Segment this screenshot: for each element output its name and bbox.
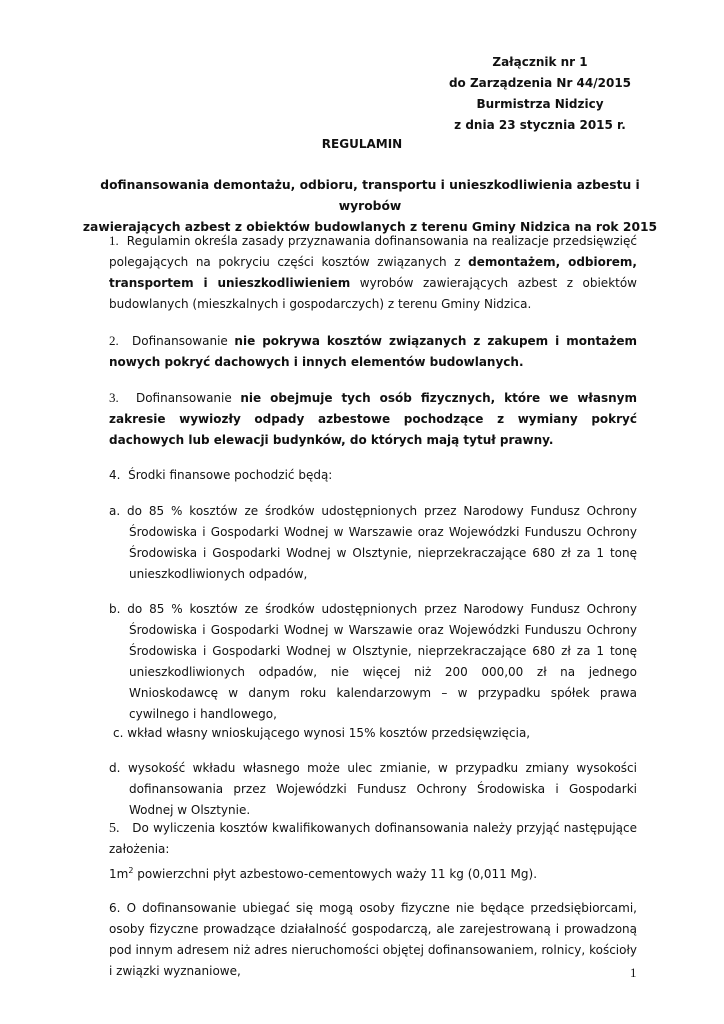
annex-line-2: do Zarządzenia Nr 44/2015 (448, 76, 632, 90)
paragraph-text: wyrobów zawierających azbest z obiektów budowlanych (mieszkalnych i gospodarczych) z terenu Gminy Nidzica. (109, 276, 637, 311)
document-title: REGULAMIN (321, 137, 403, 151)
paragraph-text: powierzchni płyt azbestowo-cementowych waży 11 kg (0,011 Mg). (133, 867, 538, 881)
paragraph-number: 2. (109, 333, 119, 348)
list-item-label: c. (113, 726, 124, 740)
unit-superscript: 2 (128, 866, 134, 875)
paragraph-number: 3. (109, 390, 119, 405)
list-item-c (113, 723, 641, 744)
subtitle-line-1: dofinansowania demontażu, odbioru, transportu i unieszkodliwienia azbestu i wyrobów (100, 178, 640, 213)
unit-text: 1m (109, 867, 129, 881)
paragraph-bold-text: nie pokrywa kosztów związanych z zakupem i montażem nowych pokryć dachowych i innych elementów budowlanych. (109, 334, 637, 369)
list-item-label: d. (109, 761, 121, 775)
paragraph-4 (109, 465, 637, 486)
paragraph-number: 6. (109, 901, 121, 915)
list-item-text: do 85 % kosztów ze środków udostępnionych przez Narodowy Fundusz Ochrony Środowiska i Gospodarki Wodnej w Warszawie oraz Wojewódzki Funduszu Ochrony Środowiska i Gospodarki Wodnej w Olsztynie, nieprzekraczające 680 zł za 1 tonę unieszkodliwionych odpadów, (127, 504, 637, 581)
annex-line-1: Załącznik nr 1 (492, 55, 588, 69)
list-item-label: b. (109, 602, 121, 616)
list-item-text: wysokość wkładu własnego może ulec zmianie, w przypadku zmiany wysokości dofinansowania przez Wojewódzki Fundusz Ochrony Środowiska i Gospodarki Wodnej w Olsztynie. (127, 761, 637, 817)
subtitle-line-2: zawierających azbest z obiektów budowlanych z terenu Gminy Nidzica na rok 2015 (82, 220, 658, 234)
paragraph-bold-text: demontażem, odbiorem, transportem i unieszkodliwieniem (109, 255, 637, 290)
paragraph-text: O dofinansowanie ubiegać się mogą osoby fizyczne nie będące przedsiębiorcami, osoby fizyczne prowadzące działalność gospodarczą, ale zarejestrowaną i prowadzoną pod innym adresem niż adres nieruchomości objętej dofinansowaniem, rolnicy, kościoły i związki wyznaniowe, (109, 901, 637, 978)
paragraph-2 (109, 330, 637, 373)
list-item-d (109, 758, 637, 821)
paragraph-1 (109, 230, 637, 315)
paragraph-number: 5. (109, 821, 120, 836)
paragraph-text: Dofinansowanie (135, 391, 241, 405)
paragraph-3 (109, 387, 637, 451)
paragraph-bold-text: nie obejmuje tych osób fizycznych, które we własnym zakresie wywiozły odpady azbestowe pochodzące z wymiany pokryć dachowych lub elewacji budynków, do których mają tytuł prawny. (109, 391, 637, 447)
paragraph-5 (109, 818, 637, 885)
paragraph-text: Dofinansowanie (132, 334, 235, 348)
document-subtitle (80, 175, 660, 238)
list-item-text: do 85 % kosztów ze środków udostępnionych przez Narodowy Fundusz Ochrony Środowiska i Gospodarki Wodnej w Warszawie oraz Wojewódzki Funduszu Ochrony Środowiska i Gospodarki Wodnej w Olsztynie, nieprzekraczające 680 zł za 1 tonę unieszkodliwionych odpadów, nie więcej niż 200 000,00 zł na jednego Wnioskodawcę w danym roku kalendarzowym – w przypadku spółek prawa cywilnego i handlowego, (127, 602, 637, 721)
list-item-label: a. (109, 504, 121, 518)
paragraph-text: Do wyliczenia kosztów kwalifikowanych dofinansowania należy przyjąć następujące założenia: (109, 821, 637, 856)
list-item-text: wkład własny wnioskującego wynosi 15% kosztów przedsięwzięcia, (127, 726, 531, 740)
paragraph-text: Regulamin określa zasady przyznawania dofinansowania na realizacje przedsięwzięć polegających na pokryciu części kosztów związanych z (109, 234, 637, 269)
list-item-a (109, 501, 637, 585)
list-item-b (109, 599, 637, 725)
annex-header (440, 52, 640, 136)
page-number: 1 (630, 965, 637, 980)
paragraph-number: 4. (109, 468, 121, 482)
paragraph-text: Środki finansowe pochodzić będą: (128, 468, 333, 482)
paragraph-number: 1. (109, 233, 119, 248)
annex-line-4: z dnia 23 stycznia 2015 r. (454, 118, 626, 132)
annex-line-3: Burmistrza Nidzicy (476, 97, 604, 111)
paragraph-6 (109, 898, 637, 982)
